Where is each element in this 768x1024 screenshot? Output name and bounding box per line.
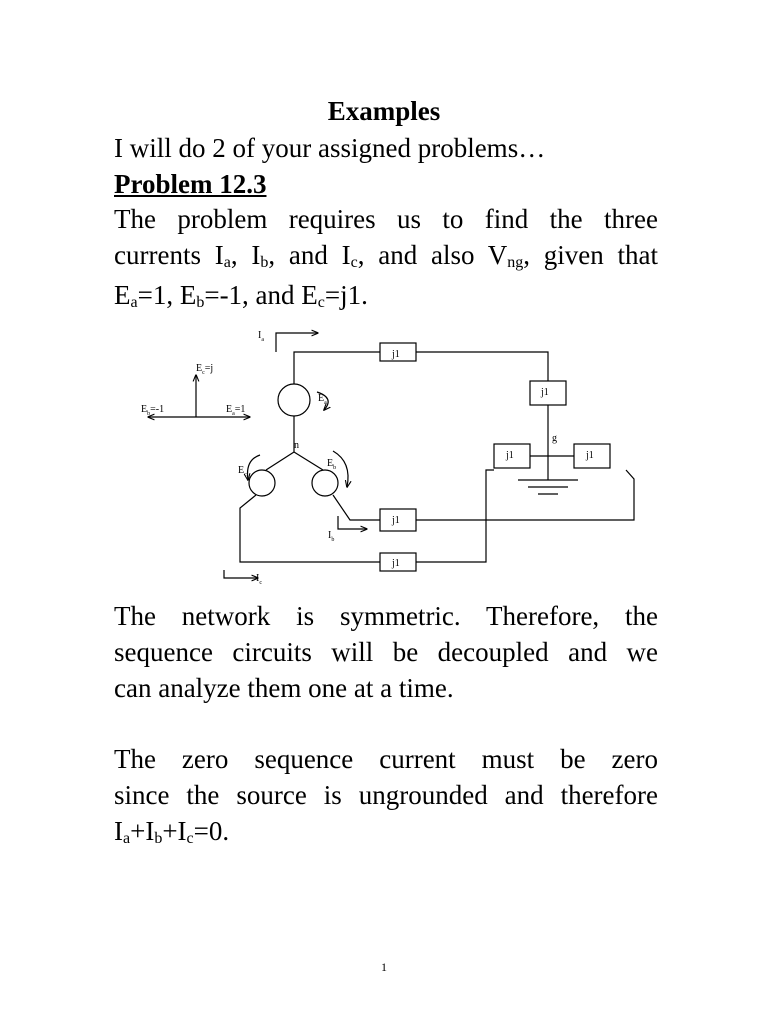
intro-text: I will do 2 of your assigned problems… [114,133,546,163]
para2-line1: The network is symmetric. Therefore, the [114,601,658,631]
impedance-label: j1 [392,349,400,360]
neutral-branch-c [266,452,294,470]
source-a [278,384,310,416]
para2-line2: sequence circuits will be decoupled and we [114,637,658,667]
ia-label: $I_a$ [258,330,265,343]
para3-line2: since the source is ungrounded and therefore [114,780,658,810]
ea-label: $E_a$ [318,393,327,406]
para1-line2: currents $I_a$, $I_b$, and $I_c$, and also $V_{ng}$, given that [114,240,658,271]
neutral-branch-b [294,452,323,470]
wire-b [333,495,380,520]
phasor-ea-label: $E_a=1$ [226,404,246,417]
problem-heading: Problem 12.3 [114,169,267,199]
impedance-label: j1 [541,387,549,398]
phasor-eb-label: $E_b=-1$ [141,404,165,417]
impedance-label: j1 [392,558,400,569]
neutral-label: n [294,440,299,451]
para3-line1: The zero sequence current must be zero [114,744,658,774]
ib-arrow [338,516,367,529]
para1-line1: The problem requires us to find the three [114,204,658,234]
para2-line3: can analyze them one at a time. [114,673,454,703]
phasor-ec-label: $E_c=j$ [196,363,214,376]
ec-curve-arrow [248,455,261,480]
ic-label: $I_c$ [256,573,263,586]
para3-line3: $I_a+I_b+I_c=0$. [114,816,230,847]
ib-label: $I_b$ [328,530,335,543]
ic-arrow [224,570,258,578]
page-title: Examples [327,96,441,126]
source-c [249,470,275,496]
impedance-label: j1 [506,450,514,461]
impedance-label: j1 [586,450,594,461]
ground-label: g [552,433,557,444]
impedance-label: j1 [392,515,400,526]
ec-label: $E_c$ [238,465,247,478]
eb-label: $E_b$ [327,458,337,471]
ia-arrow [276,333,318,352]
wire-a-top [294,352,380,384]
wire-b-right [416,470,634,520]
source-b [312,470,338,496]
para1-line3: $E_a=1$, $E_b=-1$, and $E_c=j1$. [114,280,368,311]
wire-a-right [416,352,548,381]
page-number: 1 [381,960,387,974]
wire-c-right [416,470,494,562]
